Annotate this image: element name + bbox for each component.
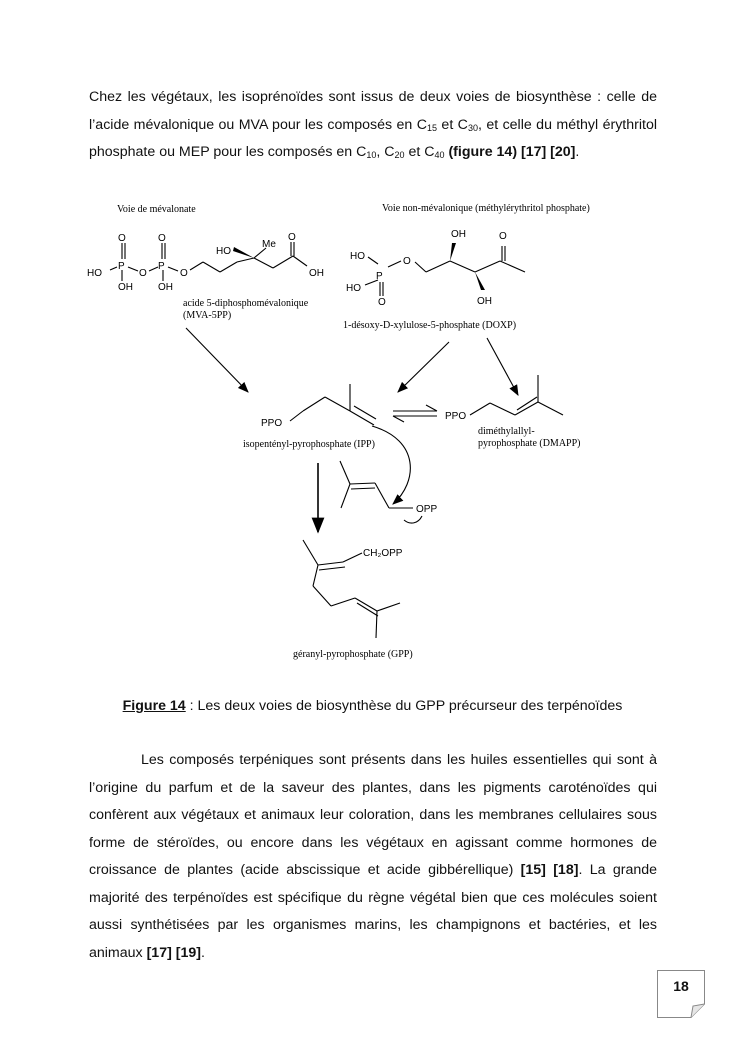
atom-label: OH	[477, 296, 492, 307]
atom-label: HO	[87, 268, 102, 279]
ipp-name: isopentényl-pyrophosphate (IPP)	[243, 439, 375, 450]
atom-label: O	[118, 233, 126, 244]
page-number: 18	[673, 978, 689, 994]
page-number-box	[657, 970, 705, 1018]
atom-label: HO	[350, 251, 365, 262]
gpp-name: géranyl-pyrophosphate (GPP)	[293, 649, 413, 660]
atom-label: OPP	[416, 504, 438, 515]
atom-label: P	[118, 261, 125, 272]
atom-label: CH₂OPP	[363, 548, 403, 559]
figure-caption: Figure 14 : Les deux voies de biosynthèse du GPP précurseur des terpénoïdes	[122, 698, 623, 714]
dmapp-name: diméthylallyl-	[478, 426, 535, 437]
atom-label: PPO	[445, 411, 467, 422]
references: [17] [19]	[142, 944, 201, 961]
references: [15] [18]	[513, 862, 579, 878]
mva5pp-name: acide 5-diphosphomévalonique	[183, 298, 309, 309]
atom-label: Me	[262, 239, 276, 250]
body-paragraph: Les composés terpéniques sont présents dans les huiles essentielles qui sont à l’origine du parfum et de la saveur des plantes, dans les pigments caroténoïdes qui confèrent aux végétaux et animaux leur coloration, dans les membranes cellulaires sous forme de stéroïdes, ou encore dans les végétaux en agissant comme hormones de croissance de plantes (acide abscissique et acide gibbérellique) [15] [18]. La grande majorité des terpénoïdes est spécifique du règne végétal bien que ces molécules soient aussi synthétisées par les organismes marins, les champignons et bactéries, et les animaux [17] [19].	[89, 752, 658, 961]
atom-label: OH	[158, 282, 173, 293]
doxp-name: 1-désoxy-D-xylulose-5-phosphate (DOXP)	[343, 320, 517, 331]
title-non-mevalonate-pathway: Voie non-mévalonique (méthylérythritol phosphate)	[382, 203, 590, 214]
atom-label: O	[378, 297, 386, 308]
atom-label: O	[288, 232, 296, 243]
atom-label: HO	[216, 246, 231, 257]
atom-label: HO	[346, 283, 361, 294]
biosynthesis-figure	[80, 196, 640, 676]
caption-label: Figure 14	[122, 698, 186, 714]
atom-label: OH	[309, 268, 324, 279]
atom-label: PPO	[261, 418, 283, 429]
title-mevalonate-pathway: Voie de mévalonate	[117, 204, 196, 215]
atom-label: OH	[451, 229, 466, 240]
dmapp-name: pyrophosphate (DMAPP)	[478, 438, 581, 449]
atom-label: P	[376, 271, 383, 282]
atom-label: O	[499, 231, 507, 242]
atom-label: O	[139, 268, 147, 279]
intro-paragraph: Chez les végétaux, les isoprénoïdes sont issus de deux voies de biosynthèse : celle de l’acide mévalonique ou MVA pour les composés en $C_{15}$ et $C_{30}$, et celle du méthyl érythritol phosphate ou MEP pour les composés en $C_{10}$, $C_{20}$ et $C_{40}$ (figure 14) [17] [20].	[89, 89, 657, 160]
atom-label: O	[180, 268, 188, 279]
atom-label: P	[158, 261, 165, 272]
figure-reference: (figure 14) [17] [20]	[444, 144, 576, 160]
atom-label: O	[403, 256, 411, 267]
atom-label: OH	[118, 282, 133, 293]
atom-label: O	[158, 233, 166, 244]
mva5pp-abbrev: (MVA-5PP)	[183, 310, 232, 321]
